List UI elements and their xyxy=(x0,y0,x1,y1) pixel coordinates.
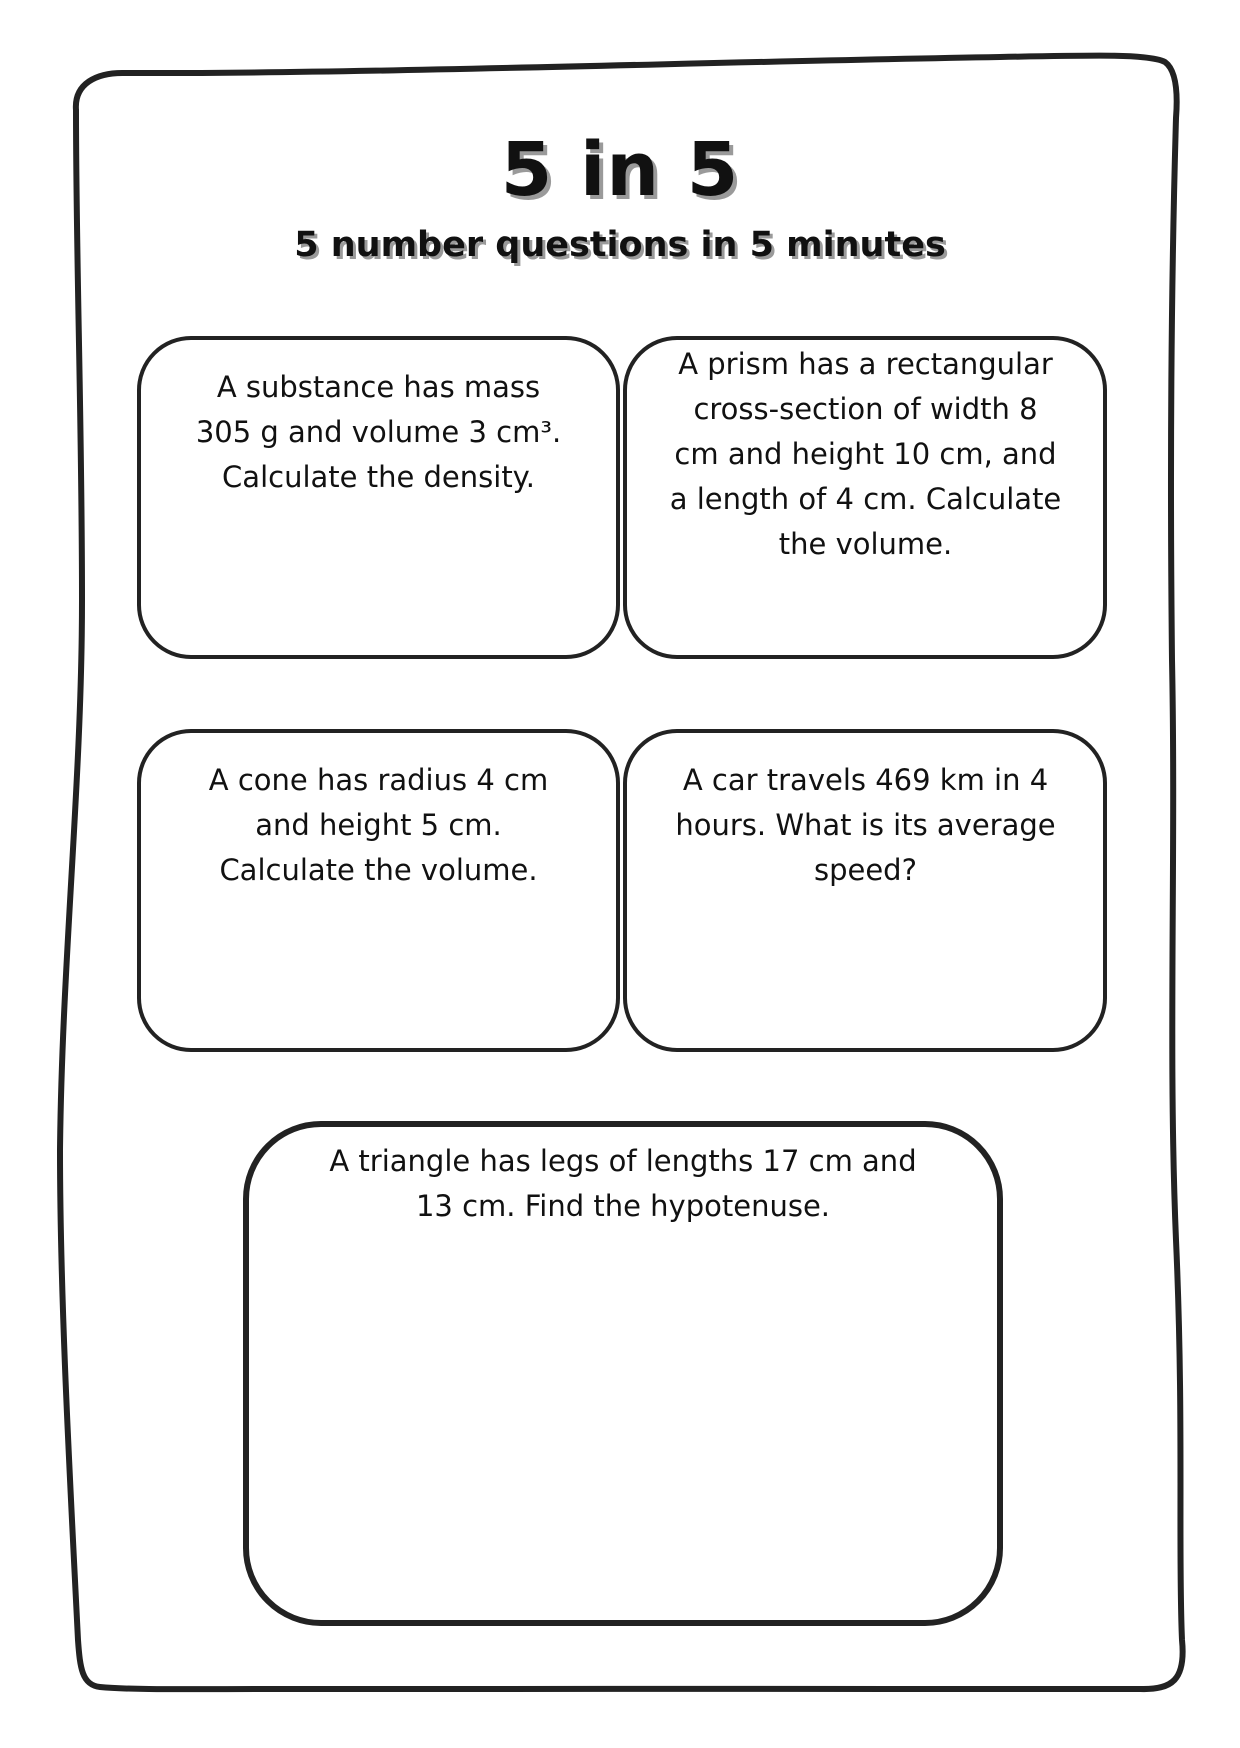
page-subtitle: 5 number questions in 5 minutes xyxy=(294,225,946,265)
question-text-5: A triangle has legs of lengths 17 cm and 13 cm. Find the hypotenuse. xyxy=(329,1144,917,1223)
question-text-2: A prism has a rectangular cross-section of width 8 cm and height 10 cm, and a length of 4 cm. Calculate the volume. xyxy=(669,347,1062,561)
page-title: 5 in 5 xyxy=(500,127,740,213)
question-text-1: A substance has mass 305 g and volume 3 cm³. Calculate the density. xyxy=(195,370,562,494)
question-text-4: A car travels 469 km in 4 hours. What is its average speed? xyxy=(675,763,1056,887)
question-text-3: A cone has radius 4 cm and height 5 cm. Calculate the volume. xyxy=(208,763,549,887)
